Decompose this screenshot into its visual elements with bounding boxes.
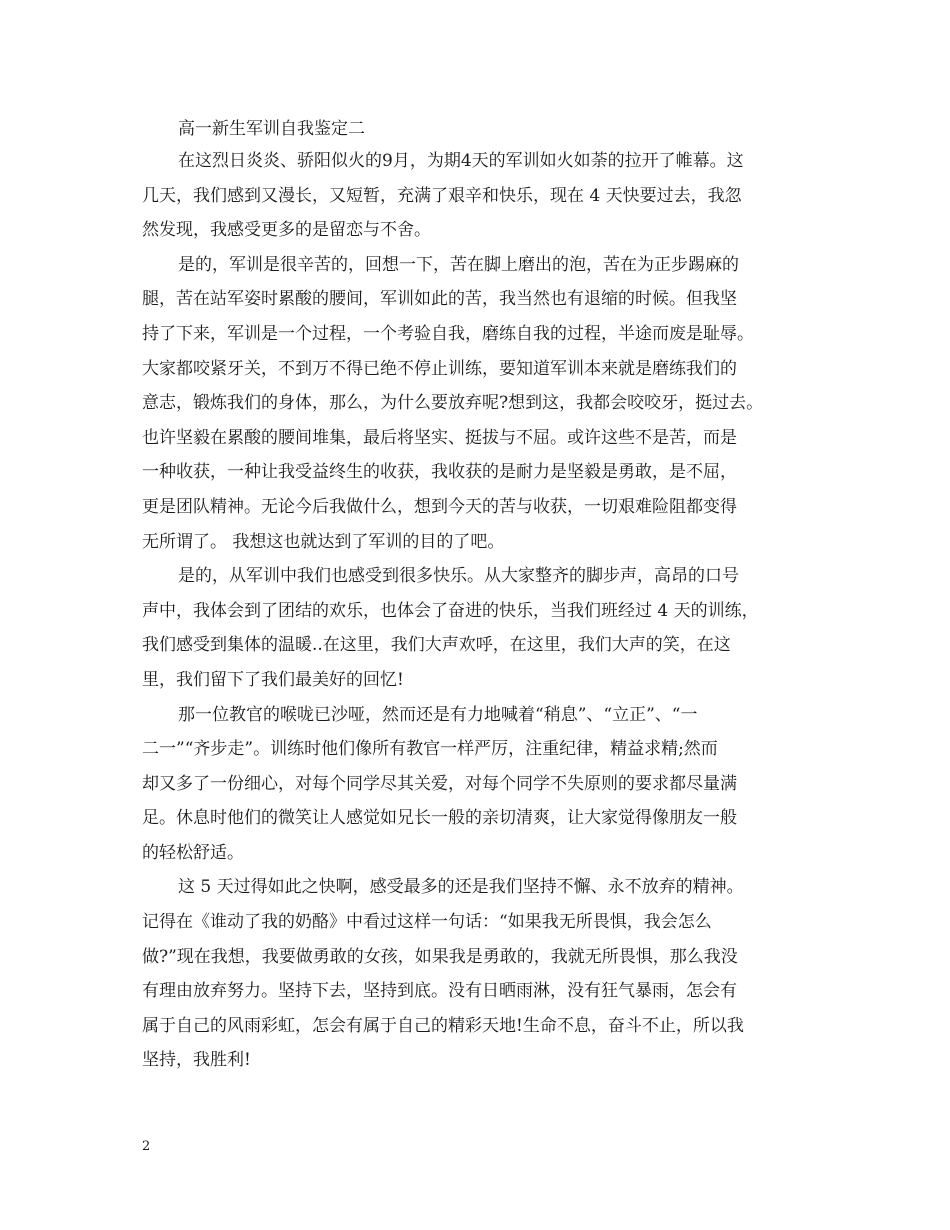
paragraph-line: 却又多了一份细心，对每个同学尽其关爱，对每个同学不失原则的要求都尽量满 [142, 773, 737, 794]
paragraph-line: 也许坚毅在累酸的腰间堆集，最后将坚实、挺拔与不屈。或许这些不是苦，而是 [142, 427, 737, 448]
paragraph-line: 几天，我们感到又漫长，又短暂，充满了艰辛和快乐，现在 4 天快要过去，我忽 [142, 185, 742, 206]
paragraph-line: 这 5 天过得如此之快啊，感受最多的还是我们坚持不懈、永不放弃的精神。 [178, 877, 744, 898]
paragraph-line: 在这烈日炎炎、骄阳似火的9月，为期4天的军训如火如荼的拉开了帷幕。这 [178, 151, 744, 171]
paragraph-line: 一种收获，一种让我受益终生的收获，我收获的是耐力是坚毅是勇敢，是不屈， [142, 462, 737, 483]
paragraph [142, 870, 814, 1078]
paragraph-line: 记得在《谁动了我的奶酪》中看过这样一句话：“如果我无所畏惧，我会怎么 [142, 912, 712, 933]
paragraph-line: 的轻松舒适。 [142, 842, 244, 863]
paragraph [142, 698, 814, 871]
paragraph-line: 持了下来，军训是一个过程，一个考验自我，磨练自我的过程，半途而废是耻辱。 [142, 323, 754, 344]
document-title: 高一新生军训自我鉴定二 [178, 119, 365, 139]
paragraph [142, 559, 814, 697]
paragraph-line: 那一位教官的喉咙已沙哑，然而还是有力地喊着“稍息”、“立正”、“一 [178, 704, 698, 725]
paragraph-line: 无所谓了。 我想这也就达到了军训的目的了吧。 [142, 531, 505, 552]
paragraph-line: 意志，锻炼我们的身体，那么，为什么要放弃呢?想到这，我都会咬咬牙，挺过去。 [142, 393, 764, 414]
paragraph-line: 更是团队精神。无论今后我做什么，想到今天的苦与收获，一切艰难险阻都变得 [142, 496, 737, 517]
paragraph-line: 我们感受到集体的温暖..在这里，我们大声欢呼，在这里，我们大声的笑，在这 [142, 635, 731, 656]
paragraph [142, 144, 814, 248]
paragraph-line: 足。休息时他们的微笑让人感觉如兄长一般的亲切清爽，让大家觉得像朋友一般 [142, 808, 737, 829]
paragraph-line: 有理由放弃努力。坚持下去，坚持到底。没有日晒雨淋，没有狂气暴雨，怎会有 [142, 981, 737, 1002]
document-body [142, 117, 814, 1078]
page-number: 2 [142, 1139, 151, 1154]
paragraph [142, 248, 814, 559]
paragraph-line: 声中，我体会到了团结的欢乐，也体会了奋进的快乐，当我们班经过 4 天的训练， [142, 600, 759, 621]
paragraph-list [142, 144, 814, 1078]
paragraph-line: 是的，军训是很辛苦的，回想一下，苦在脚上磨出的泡，苦在为正步踢麻的 [178, 254, 739, 275]
paragraph-line: 然发现，我感受更多的是留恋与不舍。 [142, 220, 431, 241]
paragraph-line: 二一”“齐步走”。训练时他们像所有教官一样严厉，注重纪律，精益求精;然而 [142, 739, 718, 760]
paragraph-line: 做?”现在我想，我要做勇敢的女孩，如果我是勇敢的，我就无所畏惧，那么我没 [142, 946, 738, 967]
paragraph-line: 里，我们留下了我们最美好的回忆! [142, 669, 404, 690]
paragraph-line: 坚持，我胜利! [142, 1050, 251, 1071]
paragraph-line: 大家都咬紧牙关，不到万不得已绝不停止训练，要知道军训本来就是磨练我们的 [142, 358, 737, 379]
paragraph-line: 腿，苦在站军姿时累酸的腰间，军训如此的苦，我当然也有退缩的时候。但我坚 [142, 289, 737, 310]
paragraph-line: 属于自己的风雨彩虹，怎会有属于自己的精彩天地!生命不息，奋斗不止，所以我 [142, 1015, 744, 1036]
paragraph-line: 是的，从军训中我们也感受到很多快乐。从大家整齐的脚步声，高昂的口号 [178, 566, 739, 587]
